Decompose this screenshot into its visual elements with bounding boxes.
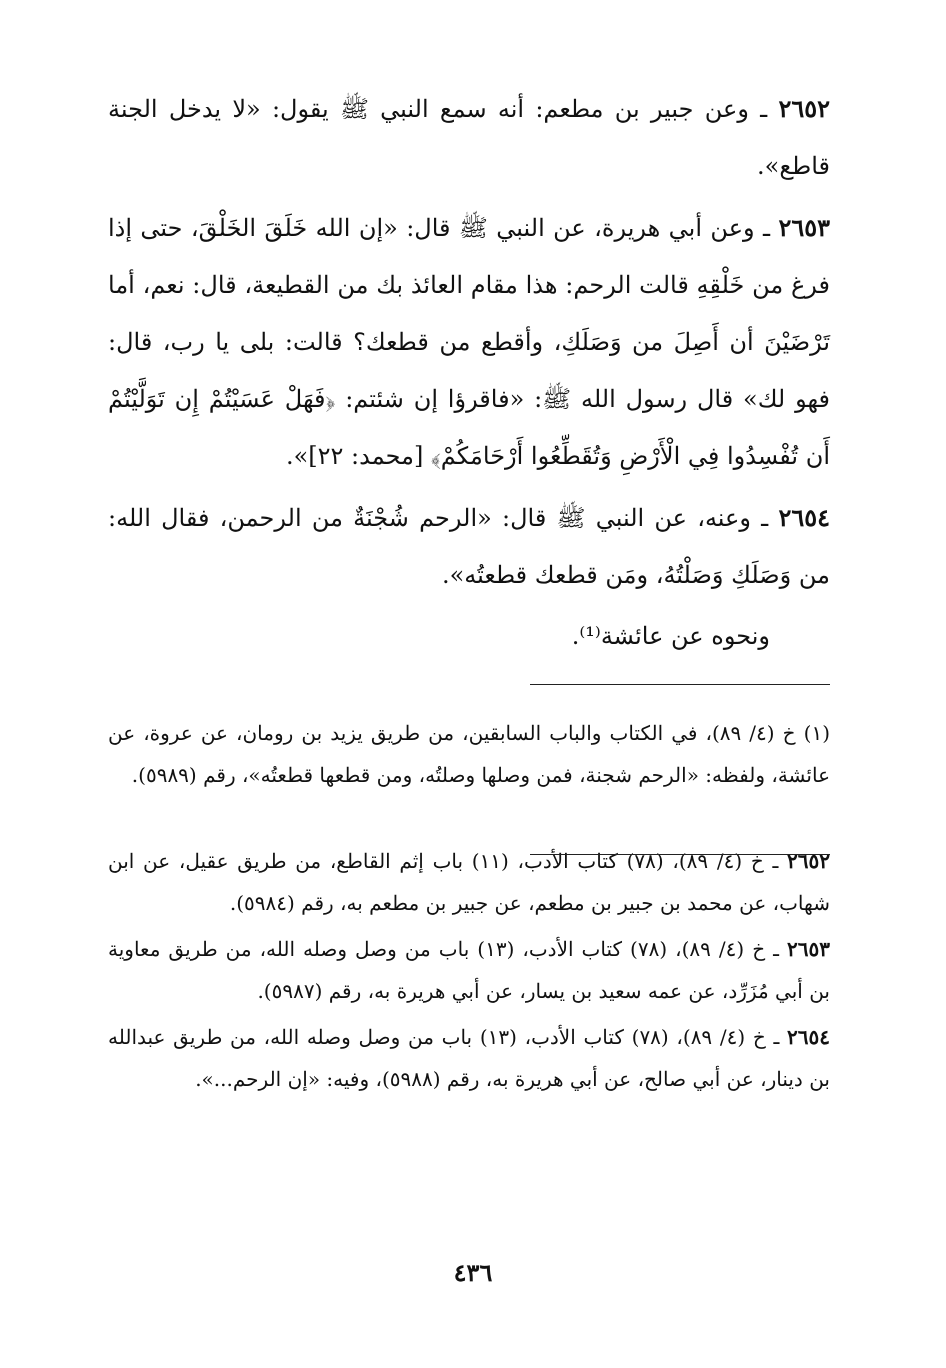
page-number: ٤٣٦ xyxy=(453,1258,493,1287)
footnote-marker: (١) xyxy=(803,721,830,745)
aisha-note: ونحوه عن عائشة⁽¹⁾. xyxy=(571,622,770,650)
footnote-1 xyxy=(108,712,830,796)
footnote-text: خ (٤/ ٨٩)، في الكتاب والباب السابقين، من طريق يزيد بن رومان، عن عروة، عن عائشة، ولفظه: «الرحم شجنة، فمن وصلها وصلتُه، ومن قطعها قطعتُه»، رقم (٥٩٨٩). xyxy=(108,721,830,787)
footnotes-area xyxy=(108,712,830,1104)
source-text: ـ خ (٤/ ٨٩)، (٧٨) كتاب الأدب، (١٣) باب من وصل وصله الله، من طريق عبدالله بن دينار، عن أبي صالح، عن أبي هريرة به، رقم (٥٩٨٨)، وفيه: «إن الرحم...». xyxy=(108,1025,830,1091)
source-2653 xyxy=(108,928,830,1012)
hadith-2654 xyxy=(108,489,830,604)
source-2652 xyxy=(108,840,830,924)
source-text: ـ خ (٤/ ٨٩)، (٧٨) كتاب الأدب، (١١) باب إثم القاطع، من طريق عقيل، عن ابن شهاب، عن محمد بن جبير بن مطعم، عن جبير بن مطعم به، رقم (٥٩٨٤). xyxy=(108,849,830,915)
source-number: ٢٦٥٤ xyxy=(787,1025,830,1049)
hadith-text: ـ وعن أبي هريرة، عن النبي ﷺ قال: «إن الله خَلَقَ الخَلْقَ، حتى إذا فرغ من خَلْقِهِ قالت الرحم: هذا مقام العائذ بك من القطيعة، قال: نعم، أما تَرْضَيْنَ أن أَصِلَ من وَصَلَكِ، وأقطع من قطعك؟ قالت: بلى يا رب، قال: فهو لك» قال رسول الله ﷺ: «فاقرؤا إن شئتم: ﴿فَهَلْ عَسَيْتُمْ إِن تَوَلَّيْتُمْ أَن تُفْسِدُوا فِي الْأَرْضِ وَتُقَطِّعُوا أَرْحَامَكُمْ﴾ [محمد: ٢٢]». xyxy=(108,214,830,470)
hadith-number: ٢٦٥٢ xyxy=(778,94,830,123)
hadith-2653 xyxy=(108,199,830,485)
sources-divider xyxy=(530,854,830,855)
hadith-2652 xyxy=(108,80,830,195)
hadith-text: ـ وعنه، عن النبي ﷺ قال: «الرحم شُجْنَةٌ من الرحمن، فقال الله: من وَصَلَكِ وَصَلْتُهُ، ومَن قطعك قطعتُه». xyxy=(108,504,830,589)
source-text: ـ خ (٤/ ٨٩)، (٧٨) كتاب الأدب، (١٣) باب من وصل وصله الله، من طريق معاوية بن أبي مُزَرِّد، عن عمه سعيد بن يسار، عن أبي هريرة به، رقم (٥٩٨٧). xyxy=(108,937,830,1003)
hadith-number: ٢٦٥٣ xyxy=(778,213,830,242)
hadith-number: ٢٦٥٤ xyxy=(778,503,830,532)
source-2654 xyxy=(108,1016,830,1100)
hadith-text: ـ وعن جبير بن مطعم: أنه سمع النبي ﷺ يقول: «لا يدخل الجنة قاطع». xyxy=(108,95,830,180)
footnote-divider xyxy=(530,684,830,685)
main-text xyxy=(108,80,830,665)
source-number: ٢٦٥٣ xyxy=(787,937,830,961)
source-number: ٢٦٥٢ xyxy=(787,849,830,873)
